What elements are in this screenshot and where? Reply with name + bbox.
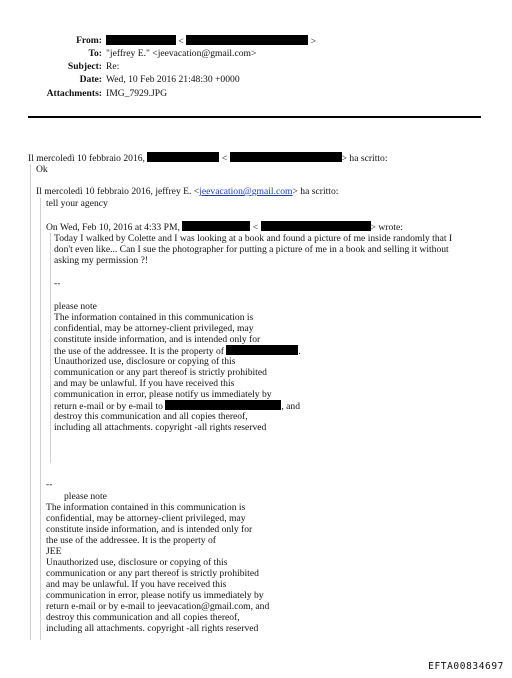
reply2-intro [36, 186, 338, 197]
reply3-line-3: asking my permission ?! [54, 255, 149, 266]
redaction-bar [261, 221, 371, 231]
notice1-line: communication or any part thereof is strictly prohibited [54, 367, 267, 378]
reply3-line-1: Today I walked by Colette and I was looking at a book and found a picture of me inside randomly that I [54, 233, 453, 244]
notice1-line-text: the use of the addressee. It is the property of [54, 346, 224, 357]
signature-separator: -- [54, 278, 61, 289]
notice2-line: including all attachments. copyright -all rights reserved [46, 623, 259, 634]
angle-open: < [252, 222, 259, 233]
notice2-line: communication or any part thereof is strictly prohibited [46, 568, 259, 579]
notice2-line: Unauthorized use, disclosure or copying of this [46, 557, 228, 568]
notice1-line-text: return e-mail or by e-mail to [54, 401, 163, 412]
quote-bar-1 [30, 164, 31, 640]
header-divider [28, 116, 481, 118]
reply2-body: tell your agency [46, 198, 108, 209]
angle-close: > [310, 36, 317, 47]
email-link[interactable]: jeevacation@gmail.com [199, 186, 293, 197]
redaction-bar [230, 152, 342, 162]
attachments-label: Attachments: [46, 88, 102, 99]
reply1-intro [28, 152, 388, 164]
redaction-bar [165, 400, 281, 410]
notice1-line: Unauthorized use, disclosure or copying of this [54, 356, 236, 367]
subject-label: Subject: [67, 61, 102, 72]
angle-open: < [178, 36, 184, 47]
notice2-line: JEE [46, 546, 62, 557]
quote-bar-2 [40, 198, 41, 640]
document-id: EFTA00834697 [428, 661, 504, 672]
and-text: , and [281, 401, 301, 412]
quote-bar-3 [50, 233, 51, 463]
notice1-line: confidential, may be attorney-client privileged, may [54, 323, 254, 334]
notice1-line: including all attachments. copyright -all rights reserved [54, 422, 267, 433]
attachment-link[interactable]: IMG_7929.JPG [106, 88, 168, 99]
notice1-line: destroy this communication and all copies thereof, [54, 411, 248, 422]
period: . [298, 346, 301, 357]
from-label: From: [76, 35, 102, 46]
reply1-intro-text: Il mercoledì 10 febbraio 2016, [28, 153, 145, 164]
reply3-intro-text: On Wed, Feb 10, 2016 at 4:33 PM, [46, 222, 180, 233]
reply3-line-2: don't even like... Can I sue the photographer for putting a picture of me in a book and selling it without [54, 244, 449, 255]
reply1-body: Ok [36, 164, 48, 175]
notice1-line: and may be unlawful. If you have received this [54, 378, 235, 389]
notice2-line: communication in error, please notify us immediately by [46, 590, 264, 601]
to-label: To: [88, 48, 102, 59]
redaction-bar [186, 35, 308, 45]
notice1-line: communication in error, please notify us immediately by [54, 389, 272, 400]
notice2-title: please note [64, 491, 107, 502]
redaction-bar [147, 152, 219, 162]
notice2-line: destroy this communication and all copies thereof, [46, 612, 240, 623]
notice1-line: The information contained in this communication is [54, 312, 254, 323]
date-label: Date: [79, 74, 102, 85]
reply2-intro-text: Il mercoledì 10 febbraio 2016, jeffrey E. < [36, 186, 200, 197]
date-value: Wed, 10 Feb 2016 21:48:30 +0000 [106, 74, 240, 85]
to-value: "jeffrey E." <jeevacation@gmail.com> [106, 48, 257, 59]
redaction-bar [226, 345, 301, 357]
notice2-line: the use of the addressee. It is the property of [46, 535, 216, 546]
reply1-intro-suffix: > ha scritto: [341, 153, 388, 164]
notice1-line: constitute inside information, and is intended only for [54, 334, 261, 345]
reply3-intro-suffix: > wrote: [370, 222, 403, 233]
notice1-title: please note [54, 301, 97, 312]
notice2-line: constitute inside information, and is intended only for [46, 524, 253, 535]
notice2-line: The information contained in this communication is [46, 502, 246, 513]
reply3-intro [46, 221, 403, 233]
notice2-line: confidential, may be attorney-client privileged, may [46, 513, 246, 524]
redaction-bar [182, 221, 250, 231]
subject-value: Re: [106, 61, 120, 72]
redaction-bar [106, 35, 176, 45]
reply2-intro-suffix: > ha scritto: [292, 186, 339, 197]
notice2-line: and may be unlawful. If you have received this [46, 579, 227, 590]
notice2-line: return e-mail or by e-mail to jeevacation@gmail.com, and [46, 601, 270, 612]
from-value [106, 35, 316, 47]
signature-separator: -- [46, 479, 53, 490]
angle-open: < [221, 153, 228, 164]
